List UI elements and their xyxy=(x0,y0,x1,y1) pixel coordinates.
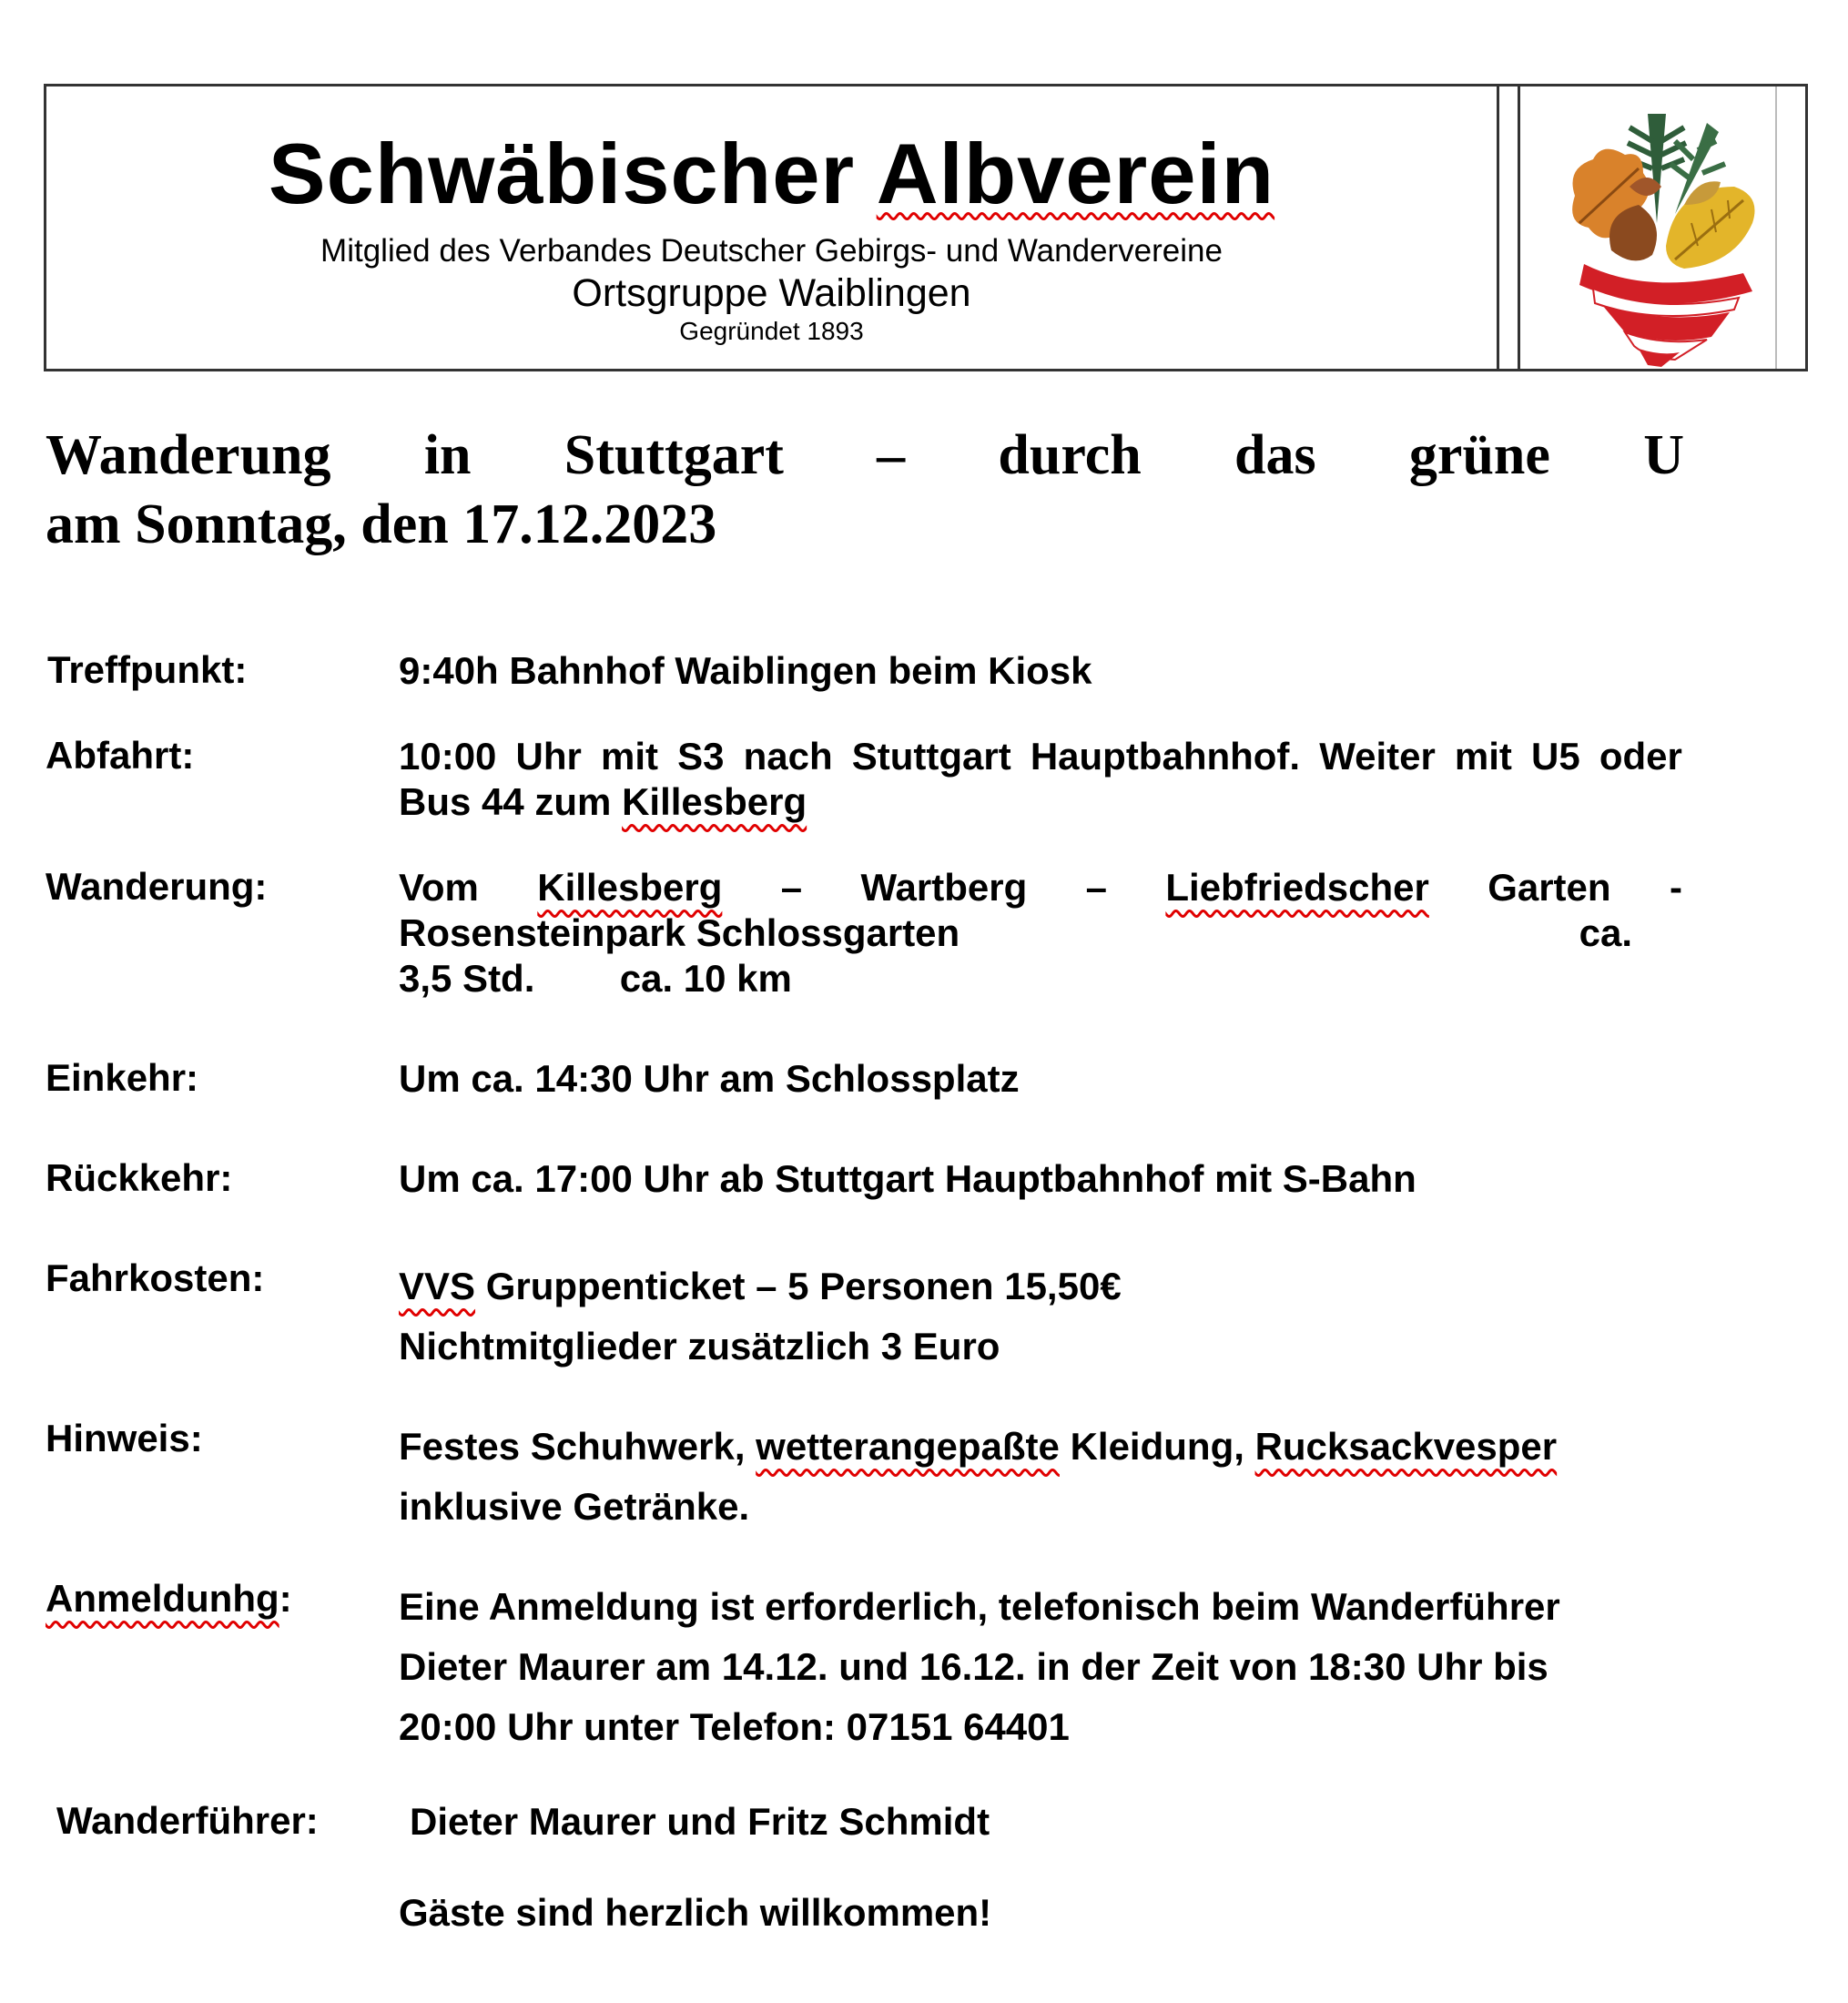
title-word: durch xyxy=(998,424,1142,486)
org-subtitle: Mitglied des Verbandes Deutscher Gebirgs- und Wandervereine xyxy=(320,233,1223,269)
title-word: das xyxy=(1234,424,1316,486)
title-word: grüne xyxy=(1408,424,1550,486)
abfahrt-value xyxy=(399,734,1682,825)
word: Stuttgart xyxy=(851,735,1011,778)
anmeldung-label-colon: : xyxy=(279,1577,292,1620)
anmeldung-line-2: Dieter Maurer am 14.12. und 16.12. in der Zeit von 18:30 Uhr bis xyxy=(399,1645,1548,1688)
local-group: Ortsgruppe Waiblingen xyxy=(572,271,971,315)
word: Uhr xyxy=(515,735,582,778)
letterhead xyxy=(44,84,1808,371)
title-line-2: am Sonntag, den 17.12.2023 xyxy=(46,493,717,555)
closing-note: Gäste sind herzlich willkommen! xyxy=(399,1891,992,1934)
abfahrt-line-1 xyxy=(399,734,1682,779)
word: Garten xyxy=(1488,866,1611,909)
org-name-part2: Albverein xyxy=(876,126,1275,221)
anmeldung-label xyxy=(46,1577,292,1621)
einkehr-label: Einkehr: xyxy=(46,1056,199,1099)
fahrkosten-value xyxy=(399,1256,1682,1377)
word: mit xyxy=(600,735,658,778)
wanderfuehrer-value: Dieter Maurer und Fritz Schmidt xyxy=(410,1800,990,1843)
hinweis-part: wetterangepaßte xyxy=(756,1425,1060,1468)
treffpunkt-label: Treffpunkt: xyxy=(47,648,248,691)
founded-year: Gegründet 1893 xyxy=(679,317,864,345)
word: nach xyxy=(743,735,833,778)
fahrkosten-line-1 xyxy=(399,1256,1682,1317)
wanderung-ca: ca. xyxy=(1579,911,1632,954)
word: Wartberg xyxy=(860,866,1028,909)
wanderung-line-2 xyxy=(399,910,1632,956)
rueckkehr-value: Um ca. 17:00 Uhr ab Stuttgart Hauptbahnhof mit S-Bahn xyxy=(399,1157,1416,1200)
abfahrt-line2-prefix: Bus 44 zum xyxy=(399,780,623,823)
vvs-abbrev: VVS xyxy=(399,1265,476,1307)
word: oder xyxy=(1599,735,1682,778)
hinweis-value xyxy=(399,1417,1682,1537)
treffpunkt-value: 9:40h Bahnhof Waiblingen beim Kiosk xyxy=(399,649,1092,692)
word: Weiter xyxy=(1319,735,1436,778)
hinweis-label: Hinweis: xyxy=(46,1417,203,1459)
hinweis-part: Kleidung, xyxy=(1059,1425,1255,1468)
wanderung-value xyxy=(399,865,1682,1002)
abfahrt-place: Killesberg xyxy=(622,780,807,823)
title-line-1 xyxy=(46,421,1684,490)
rueckkehr-label: Rückkehr: xyxy=(46,1156,233,1199)
anmeldung-line-3: 20:00 Uhr unter Telefon: 07151 64401 xyxy=(399,1705,1070,1748)
org-name xyxy=(46,127,1497,220)
title-word: Wanderung xyxy=(46,424,331,486)
title-word: in xyxy=(423,424,472,486)
title-word: U xyxy=(1643,424,1684,486)
hinweis-part: Rucksackvesper xyxy=(1254,1425,1558,1468)
word: – xyxy=(1085,866,1107,909)
word: Liebfriedscher xyxy=(1165,866,1429,909)
title-word: Stuttgart xyxy=(564,424,784,486)
hinweis-part: Festes Schuhwerk, xyxy=(399,1425,756,1468)
wanderung-line-3: 3,5 Std. ca. 10 km xyxy=(399,957,792,1000)
org-name-part1: Schwäbischer xyxy=(268,126,877,221)
abfahrt-line-2 xyxy=(399,779,1682,825)
fahrkosten-ticket: Gruppenticket – 5 Personen 15,50€ xyxy=(475,1265,1122,1307)
word: – xyxy=(780,866,803,909)
fahrkosten-label: Fahrkosten: xyxy=(46,1256,265,1299)
word: Vom xyxy=(399,866,479,909)
wanderfuehrer-label: Wanderführer: xyxy=(56,1799,319,1842)
word: Killesberg xyxy=(537,866,723,909)
anmeldung-line-1: Eine Anmeldung ist erforderlich, telefonisch beim Wanderführer xyxy=(399,1585,1560,1628)
fahrkosten-line-2: Nichtmitglieder zusätzlich 3 Euro xyxy=(399,1325,1000,1368)
word: 10:00 xyxy=(399,735,497,778)
anmeldung-value xyxy=(399,1577,1682,1757)
wanderung-line-1 xyxy=(399,865,1682,910)
word: U5 xyxy=(1531,735,1580,778)
wanderung-route-end: Rosensteinpark Schlossgarten xyxy=(399,911,960,954)
logo-cell xyxy=(1518,86,1809,369)
anmeldung-label-word: Anmeldunhg xyxy=(46,1577,279,1620)
hinweis-line-2: inklusive Getränke. xyxy=(399,1485,750,1528)
word: - xyxy=(1669,866,1682,909)
logo-frame xyxy=(1538,86,1777,369)
hinweis-line-1 xyxy=(399,1417,1682,1477)
word: Hauptbahnhof. xyxy=(1030,735,1301,778)
hike-title xyxy=(46,421,1684,559)
einkehr-value: Um ca. 14:30 Uhr am Schlossplatz xyxy=(399,1057,1020,1100)
word: mit xyxy=(1454,735,1512,778)
word: S3 xyxy=(677,735,725,778)
title-word: – xyxy=(877,424,906,486)
autumn-leaves-logo-icon xyxy=(1538,86,1775,369)
abfahrt-label: Abfahrt: xyxy=(46,734,195,777)
wanderung-label: Wanderung: xyxy=(46,865,268,908)
letterhead-text xyxy=(46,86,1499,369)
